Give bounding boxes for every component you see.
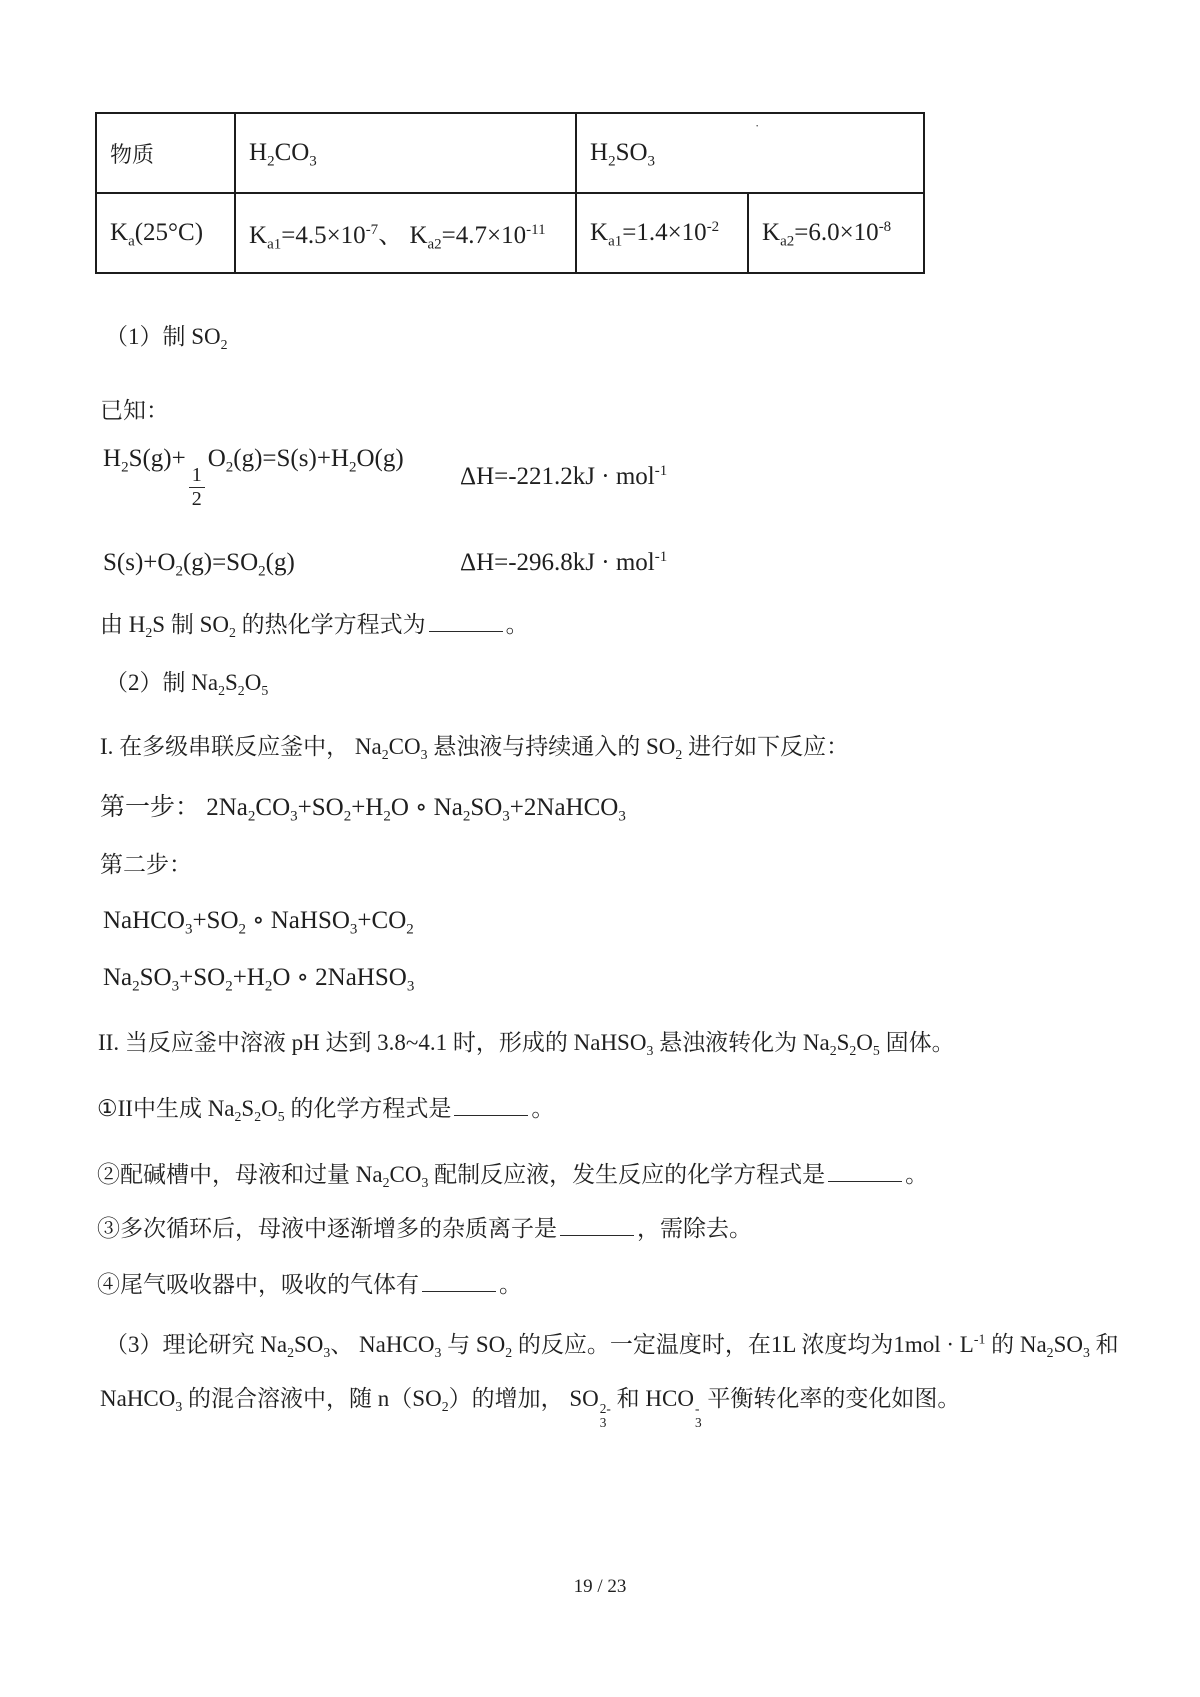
table-header-h2co3: $H_2CO_3$ [235,113,576,193]
step-2-label: 第二步： [100,852,192,877]
table-row-substance [96,113,924,193]
table-cell-ka-label: $K_a(25^\circ C)$ [96,193,235,273]
question-2-title: （2）制 $Na_2S_2O_5$ [105,670,269,698]
table-row-ka [96,193,924,273]
subquestion-3: ③多次循环后，母液中逐渐增多的杂质离子是 ，需除去。 [97,1212,752,1244]
page-number: 19 / 23 [573,1576,627,1597]
part-1-statement: I. 在多级串联反应釜中， $Na_2CO_3$ 悬浊液与持续通入的 $SO_2$ 进行如下反应： [100,734,850,762]
table-cell-h2co3-ka: $K_{a1}=4.5\times 10^{-7}$、 $K_{a2}=4.7\times 10^{-11}$ [235,193,576,273]
thermo-equation-2 [103,547,667,580]
part-2-statement: II. 当反应釜中溶液 pH 达到 3.8~4.1 时，形成的 NaHSO$_3$ 悬浊液转化为 $Na_2S_2O_5$ 固体。 [98,1030,955,1058]
equation-1-formula: $H_2S(g)+$ $\frac{1}{2}$ $O_2(g)=S(s)+H_2O(g)$ [103,445,404,510]
equation-2-formula: $S(s)+O_2(g)=SO_2(g)$ [103,549,295,580]
subquestion-1: ①II中生成 $Na_2S_2O_5$ 的化学方程式是 。 [97,1092,554,1124]
subquestion-2: ②配碱槽中，母液和过量 $Na_2CO_3$ 配制反应液，发生反应的化学方程式是 。 [97,1158,928,1190]
table-cell-h2so3-ka2: $K_{a2}=6.0\times 10^{-8}$ [748,193,924,273]
scan-artifact-dot: · [755,118,760,133]
question-3-line-1: （3）理论研究 $Na_2SO_3$、 NaHCO$_3$ 与 $SO_2$ 的反应。一定温度时，在1L 浓度均为$1mol \cdot L^{-1}$ 的 $Na_2SO_3$ 和 [105,1331,1119,1360]
step-2-equation-b: $Na_2SO_3+SO_2+H_2O$ ∘ 2NaHSO$_3$ [103,964,415,995]
step-1-equation: 第一步： $2Na_2CO_3+SO_2+H_2O$ ∘ $Na_2SO_3+2NaHCO_3$ [100,794,626,825]
given-label: 已知： [100,398,169,423]
equation-1-delta-h: ΔH=-221.2kJ · mol$^{-1}$ [460,462,668,490]
ka-table [95,112,925,274]
subquestion-4: ④尾气吸收器中，吸收的气体有 。 [97,1268,522,1300]
h2so3-formula: $H_2SO_3$ [590,139,656,170]
table-cell-h2so3-ka1: $K_{a1}=1.4\times 10^{-2}$ [576,193,748,273]
thermo-equation-1 [103,443,667,511]
step-2-equation-a: $NaHCO_3+SO_2$ ∘ $NaHSO_3+CO_2$ [103,907,414,938]
question-1-title: （1）制 $SO_2$ [105,324,228,352]
equation-2-delta-h: ΔH=-296.8kJ · mol$^{-1}$ [460,549,668,576]
question-3-line-2: NaHCO$_3$ 的混合溶液中，随 $n(SO_2)$的增加， SO 2- 3 和 HCO - 3 平衡转化率的变化如图。 [100,1386,961,1431]
table-header-substance: 物质 [96,113,235,193]
question-1-prompt: 由 $H_2S$ 制 $SO_2$ 的热化学方程式为 。 [100,608,529,640]
table-header-h2so3 [576,113,924,193]
